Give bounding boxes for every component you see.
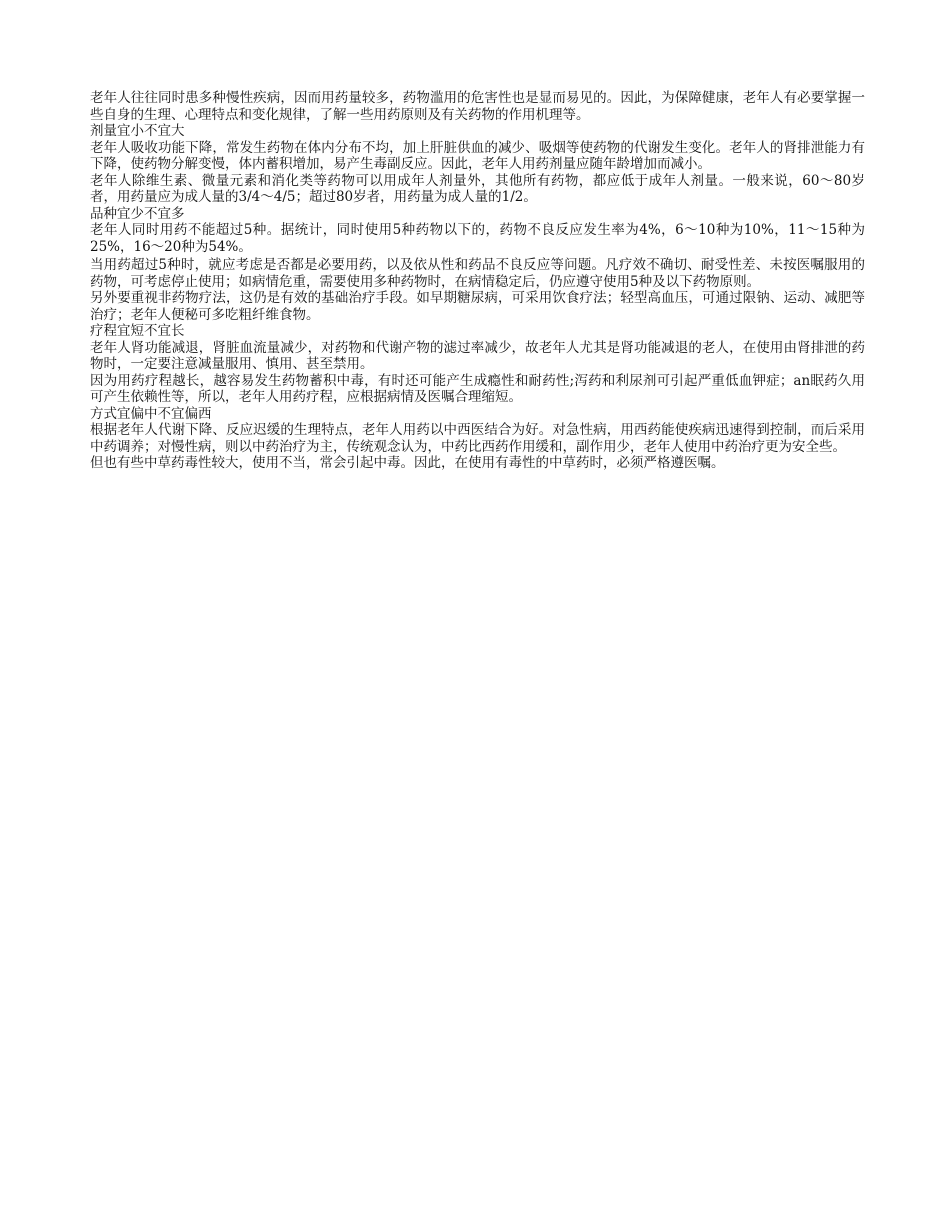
variety-paragraph-3: 另外要重视非药物疗法，这仍是有效的基础治疗手段。如早期糖尿病，可采用饮食疗法；轻型高血压，可通过限钠、运动、减肥等治疗；老年人便秘可多吃粗纤维食物。 xyxy=(90,290,865,323)
variety-paragraph-1: 老年人同时用药不能超过5种。据统计，同时使用5种药物以下的，药物不良反应发生率为4%，6～10种为10%，11～15种为25%，16～20种为54%。 xyxy=(90,222,865,255)
section-heading-variety: 品种宜少不宜多 xyxy=(90,205,185,222)
duration-paragraph-1: 老年人肾功能减退，肾脏血流量减少，对药物和代谢产物的滤过率减少，故老年人尤其是肾功能减退的老人，在使用由肾排泄的药物时，一定要注意减量服用、慎用、甚至禁用。 xyxy=(90,339,865,372)
intro-paragraph: 老年人往往同时患多种慢性疾病，因而用药量较多，药物滥用的危害性也是显而易见的。因此，为保障健康，老年人有必要掌握一些自身的生理、心理特点和变化规律，了解一些用药原则及有关药物的作用机理等。 xyxy=(90,90,865,123)
variety-paragraph-2: 当用药超过5种时，就应考虑是否都是必要用药，以及依从性和药品不良反应等问题。凡疗效不确切、耐受性差、未按医嘱服用的药物，可考虑停止使用；如病情危重，需要使用多种药物时，在病情稳定后，仍应遵守使用5种及以下药物原则。 xyxy=(90,257,865,290)
dosage-paragraph-1: 老年人吸收功能下降，常发生药物在体内分布不均，加上肝脏供血的减少、吸烟等使药物的代谢发生变化。老年人的肾排泄能力有下降，使药物分解变慢，体内蓄积增加，易产生毒副反应。因此，老年人用药剂量应随年龄增加而减小。 xyxy=(90,139,865,172)
method-paragraph-2: 但也有些中草药毒性较大，使用不当，常会引起中毒。因此，在使用有毒性的中草药时，必须严格遵医嘱。 xyxy=(90,455,725,471)
section-heading-method: 方式宜偏中不宜偏西 xyxy=(90,405,212,422)
document-page xyxy=(90,90,865,472)
duration-paragraph-2: 因为用药疗程越长，越容易发生药物蓄积中毒，有时还可能产生成瘾性和耐药性;泻药和利尿剂可引起严重低血钾症；an眠药久用可产生依赖性等，所以，老年人用药疗程，应根据病情及医嘱合理缩短。 xyxy=(90,372,865,405)
method-paragraph-1: 根据老年人代谢下降、反应迟缓的生理特点，老年人用药以中西医结合为好。对急性病，用西药能使疾病迅速得到控制，而后采用中药调养；对慢性病，则以中药治疗为主，传统观念认为，中药比西药作用缓和，副作用少，老年人使用中药治疗更为安全些。 xyxy=(90,422,865,455)
section-heading-duration: 疗程宜短不宜长 xyxy=(90,323,185,339)
dosage-paragraph-2: 老年人除维生素、微量元素和消化类等药物可以用成年人剂量外，其他所有药物，都应低于成年人剂量。一般来说，60～80岁者，用药量应为成人量的3/4～4/5；超过80岁者，用药量为成人量的1/2。 xyxy=(90,172,865,205)
section-heading-dosage: 剂量宜小不宜大 xyxy=(90,123,185,139)
